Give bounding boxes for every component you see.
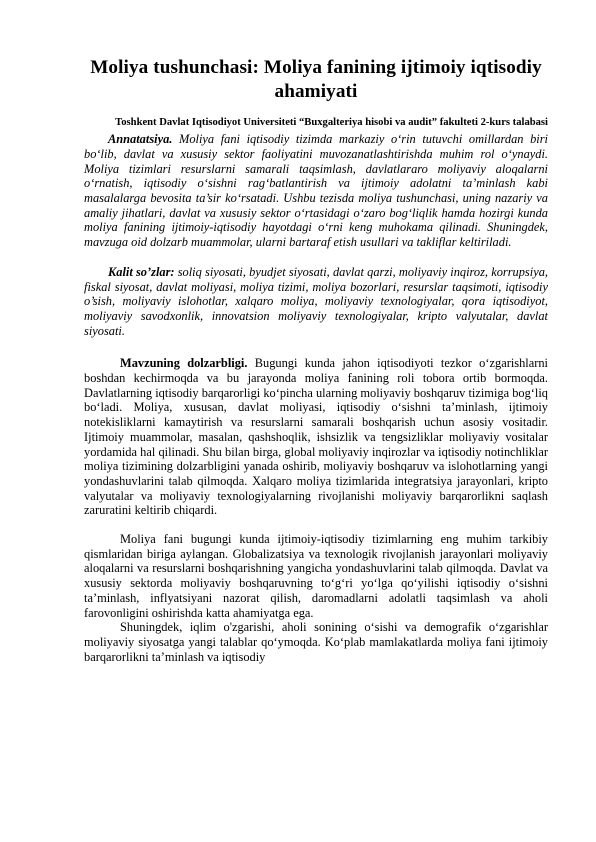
abstract-label: Annatatsiya. [108, 132, 173, 147]
section-heading: Mavzuning dolzarbligi. [120, 356, 248, 371]
paper-content [84, 56, 548, 664]
relevance-paragraph [84, 356, 548, 518]
keywords-label: Kalit so’zlar: [108, 264, 175, 279]
body-paragraph: Moliya fani bugungi kunda ijtimoiy-iqtisodiy tizimlarning eng muhim tarkibiy qismlaridan biriga aylangan. Globalizatsiya va texnologik rivojlanish jarayonlari moliyaviy aloqalarni va resurslarni boshqarishning yangicha yondashuvlarini talab qilmoqda. Davlat va xususiy sektorda moliyaviy boshqaruvning to‘g‘ri yo‘lga qo‘yilishi iqtisodiy o‘sishni ta’minlash, inflyatsiyani nazorat qilish, daromadlarni adolatli taqsimlash va aholi farovonligini oshirishda katta ahamiyatga ega. [84, 532, 548, 620]
abstract-paragraph [84, 132, 548, 250]
paper-title: Moliya tushunchasi: Moliya fanining ijtimoiy iqtisodiy ahamiyati [90, 57, 542, 102]
body-paragraph: Shuningdek, iqlim o'zgarishi, aholi sonining o‘sishi va demografik o‘zgarishlar moliyaviy siyosatga yangi talablar qo‘ymoqda. Ko‘plab mamlakatlarda moliya fani ijtimoiy barqarorlikni ta’minlash va iqtisodiy [84, 620, 548, 664]
abstract-text: Moliya fani iqtisodiy tizimda markaziy o‘rin tutuvchi omillardan biri bo‘lib, davlat va xususiy sektor faoliyatini muvozanatlashtirishda muhim rol o‘ynaydi. Moliya tizimlari resurslarni samarali taqsimlash, davlatlararo moliyaviy aloqalarni o‘rnatish, iqtisodiy o‘sishni rag‘batlantirish va ijtimoiy adolatni ta’minlash kabi masalalarga bevosita ta’sir ko‘rsatadi. Ushbu tezisda moliya tushunchasi, uning nazariy va amaliy jihatlari, davlat va xususiy sektor o‘rtasidagi o‘zaro bog‘liqlik hamda hozirgi kunda moliya fanining ijtimoiy-iqtisodiy hayotdagi o‘rni keng muhokama qilinadi. Shuningdek, mavzuga oid dolzarb muammolar, ularni bartaraf etish usullari va takliflar keltiriladi. [84, 132, 548, 250]
relevance-text: Bugungi kunda jahon iqtisodiyoti tezkor o‘zgarishlarni boshdan kechirmoqda va bu jarayonda moliya fanining roli tobora ortib bormoqda. Davlatlarning iqtisodiy barqarorligi ko‘pincha ularning moliyaviy boshqaruv tizimiga bog‘liq bo‘ladi. Moliya, xususan, davlat moliyasi, iqtisodiy o‘sishni ta’minlash, ijtimoiy notekisliklarni kamaytirish va resurslarni samarali boshqarish uchun asosiy vositadir. Ijtimoiy muammolar, masalan, qashshoqlik, ishsizlik va tengsizliklar moliyaviy vositalar yordamida hal qilinadi. Shu bilan birga, global moliyaviy inqirozlar va iqtisodiy notinchliklar moliya tizimining dolzarbligini yanada oshirib, moliyaviy boshqaruv va islohotlarning yangi yondashuvlarini talab qilmoqda. Xalqaro moliya tizimlarida integratsiya jarayonlari, kripto valyutalar va moliyaviy texnologiyalarning rivojlanishi moliyaviy barqarorlikni saqlash zaruratini keltirib chiqardi. [84, 356, 548, 518]
keywords-paragraph [84, 265, 548, 339]
author-affiliation: Toshkent Davlat Iqtisodiyot Universiteti “Buxgalteriya hisobi va audit” fakulteti 2-kurs talabasi [115, 117, 548, 128]
keywords-text: soliq siyosati, byudjet siyosati, davlat qarzi, moliyaviy inqiroz, korrupsiya, fiskal siyosat, davlat moliyasi, moliya tizimi, moliya bozorlari, resurslar taqsimoti, iqtisodiy o’sish, moliyaviy islohotlar, xalqaro moliya, moliyaviy texnologiyalar, qora iqtisodiyot, moliyaviy savodxonlik, innovatsion moliyaviy texnologiyalar, kripto valyutalar, davlat siyosati. [84, 264, 548, 338]
